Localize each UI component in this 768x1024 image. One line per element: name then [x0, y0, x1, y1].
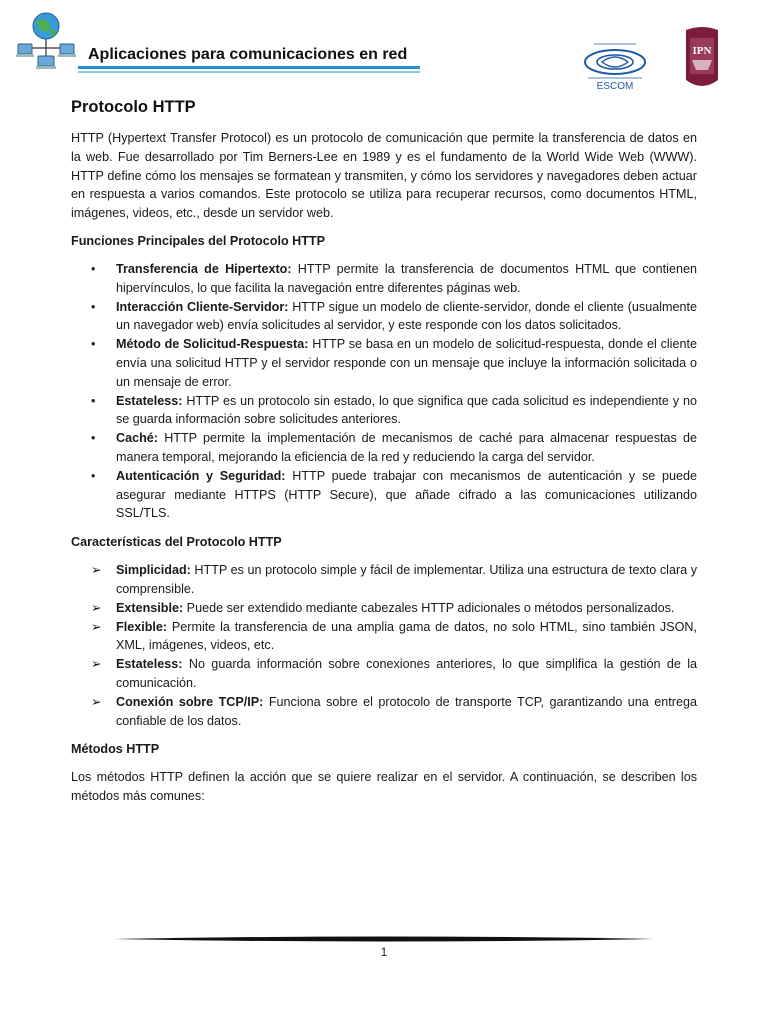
methods-intro-paragraph: Los métodos HTTP definen la acción que se quiere realizar en el servidor. A continuación, se describen los métodos más comunes:: [71, 770, 697, 804]
list-item-term: Simplicidad:: [116, 563, 191, 578]
arrow-bullet-icon: ➢: [91, 657, 102, 672]
footer-divider: [113, 934, 654, 944]
functions-list: [71, 260, 697, 523]
arrow-bullet-icon: ➢: [91, 694, 102, 709]
arrow-bullet-icon: ➢: [91, 563, 102, 578]
list-item: [71, 298, 697, 336]
ipn-logo-text: IPN: [692, 45, 712, 57]
page-title: Protocolo HTTP: [71, 98, 196, 116]
list-item: [71, 467, 697, 523]
list-item-text: HTTP permite la transferencia de documentos HTML que contienen hipervínculos, lo que facilita la navegación entre diferentes páginas web.: [116, 261, 697, 295]
list-item-text: No guarda información sobre conexiones anteriores, lo que simplifica la gestión de la comunicación.: [116, 657, 697, 690]
arrow-bullet-icon: ➢: [91, 600, 102, 615]
list-item-text: HTTP es un protocolo sin estado, lo que significa que cada solicitud es independiente y no se guarda información sobre solicitudes anteriores.: [116, 393, 697, 427]
list-item: [71, 599, 697, 618]
escom-logo-text: ESCOM: [596, 81, 634, 92]
escom-logo: [580, 38, 650, 94]
list-item: [71, 260, 697, 298]
header-title: Aplicaciones para comunicaciones en red: [88, 46, 408, 63]
network-globe-logo: [14, 8, 78, 72]
list-item: [71, 618, 697, 656]
list-item-term: Extensible:: [116, 600, 184, 615]
list-item-text: Permite la transferencia de una amplia gama de datos, no solo HTML, sino también JSON, XML, imágenes, videos, etc.: [116, 619, 697, 653]
list-item-term: Estateless:: [116, 393, 183, 408]
list-item: [71, 655, 697, 693]
list-item-text: HTTP permite la implementación de mecanismos de caché para almacenar respuestas de manera temporal, mejorando la eficiencia de la red y reduciendo la carga del servidor.: [116, 431, 697, 464]
list-item: [71, 693, 697, 731]
features-list: [71, 561, 697, 730]
bullet-icon: •: [91, 337, 96, 352]
list-item-term: Flexible:: [116, 619, 168, 634]
list-item-text: HTTP se basa en un modelo de solicitud-respuesta, donde el cliente envía una solicitud HTTP y el servidor responde con un mensaje que incluye la información solicitada o un mensaje de error.: [116, 337, 697, 389]
page-number: 1: [380, 945, 388, 959]
list-item: [71, 392, 697, 430]
ipn-logo: [680, 24, 724, 94]
header-underline: [78, 66, 420, 69]
list-item-term: Transferencia de Hipertexto:: [116, 261, 292, 276]
methods-heading: Métodos HTTP: [71, 742, 160, 757]
functions-heading: Funciones Principales del Protocolo HTTP: [71, 233, 326, 248]
bullet-icon: •: [91, 431, 96, 446]
page-header: [0, 0, 768, 100]
list-item-term: Método de Solicitud-Respuesta:: [116, 337, 309, 352]
arrow-bullet-icon: ➢: [91, 619, 102, 634]
features-heading: Características del Protocolo HTTP: [71, 535, 282, 550]
list-item-term: Interacción Cliente-Servidor:: [116, 299, 289, 314]
list-item-term: Autenticación y Seguridad:: [116, 468, 286, 483]
bullet-icon: •: [91, 468, 96, 483]
list-item-term: Estateless:: [116, 657, 183, 672]
list-item: [71, 335, 697, 391]
list-item-text: Puede ser extendido mediante cabezales HTTP adicionales o métodos personalizados.: [183, 600, 675, 615]
list-item-text: Funciona sobre el protocolo de transporte TCP, garantizando una entrega confiable de los datos.: [116, 694, 697, 728]
bullet-icon: •: [91, 393, 96, 408]
bullet-icon: •: [91, 299, 96, 314]
list-item-text: HTTP puede trabajar con mecanismos de autenticación y se puede asegurar mediante HTTPS (HTTP Secure), que añade cifrado a las comunicaciones utilizando SSL/TLS.: [116, 468, 698, 521]
bullet-icon: •: [91, 261, 96, 276]
list-item-term: Conexión sobre TCP/IP:: [116, 694, 264, 709]
list-item: [71, 561, 697, 599]
list-item-text: HTTP es un protocolo simple y fácil de implementar. Utiliza una estructura de texto clara y comprensible.: [116, 563, 697, 596]
document-body: [71, 96, 697, 815]
list-item: [71, 429, 697, 467]
header-underline-light: [78, 71, 420, 73]
list-item-text: HTTP sigue un modelo de cliente-servidor, donde el cliente (usualmente un navegador web) envía solicitudes al servidor, y este responde con los datos solicitados.: [116, 299, 697, 333]
intro-paragraph: HTTP (Hypertext Transfer Protocol) es un protocolo de comunicación que permite la transferencia de datos en la web. Fue desarrollado por Tim Berners-Lee en 1989 y es el fundamento de la World Wide Web (WWW). HTTP define cómo los mensajes se formatean y transmiten, y cómo los servidores y navegadores deben actuar en respuesta a varios comandos. Este protocolo se utiliza para recuperar recursos, como documentos HTML, imágenes, videos, etc., desde un servidor web.: [71, 131, 697, 221]
list-item-term: Caché:: [116, 431, 158, 446]
